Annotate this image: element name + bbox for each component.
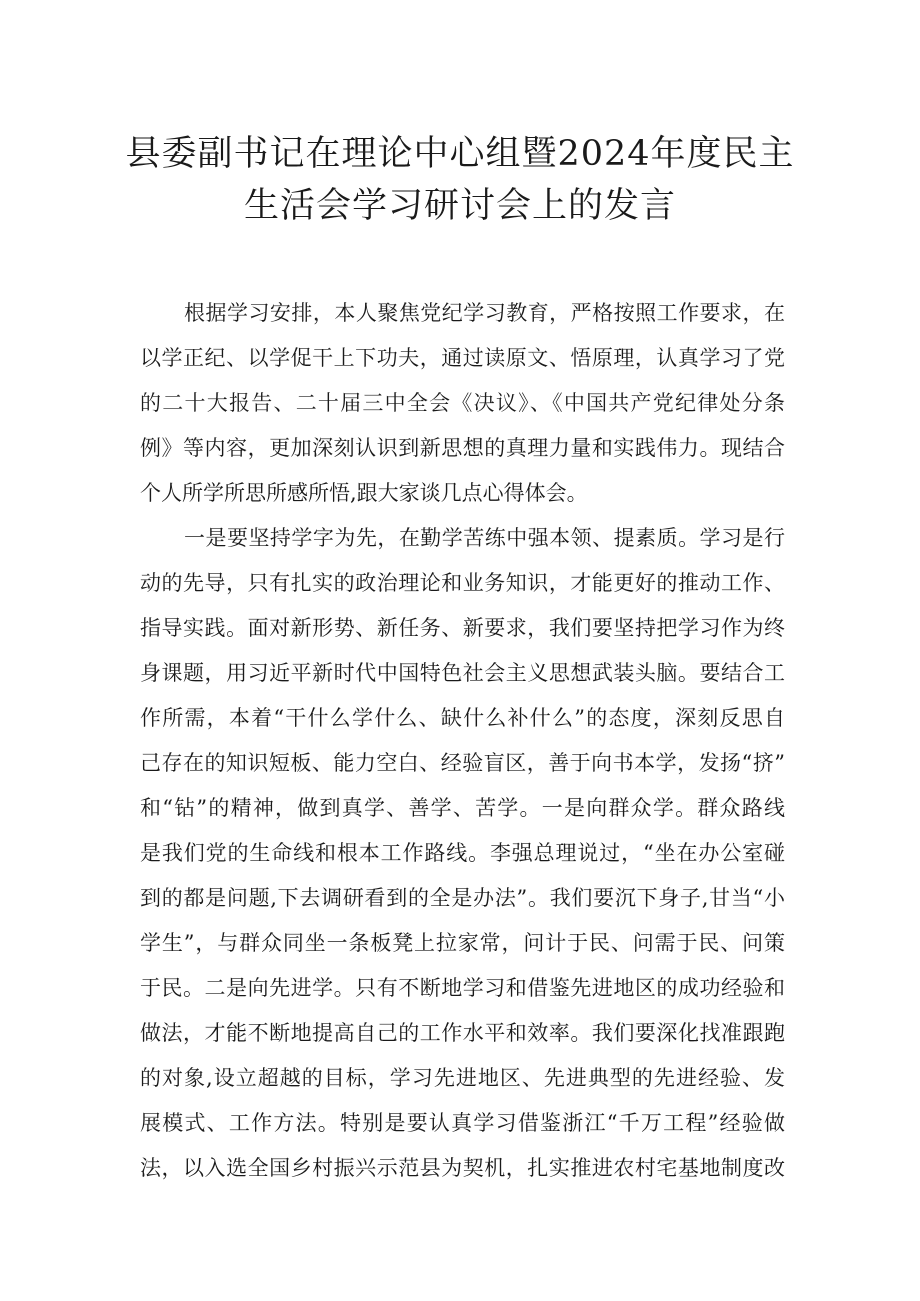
text-line: 例》等内容，更加深刻认识到新思想的真理力量和实践伟力。现结合 (140, 436, 785, 460)
title-line-1: 县委副书记在理论中心组暨2024年度民主 (125, 134, 795, 174)
text-line: 动的先导，只有扎实的政治理论和业务知识，才能更好的推动工作、 (140, 571, 785, 595)
text-line: 法，以入选全国乡村振兴示范县为契机，扎实推进农村宅基地制度改 (140, 1156, 785, 1180)
paragraph-point-one (140, 516, 785, 1191)
text-line: 作所需，本着“干什么学什么、缺什么补什么”的态度，深刻反思自 (140, 706, 785, 730)
text-line: 展模式、工作方法。特别是要认真学习借鉴浙江“千万工程”经验做 (140, 1111, 785, 1135)
text-line: 学生”，与群众同坐一条板凳上拉家常，问计于民、问需于民、问策 (140, 931, 785, 955)
text-line: 做法，才能不断地提高自己的工作水平和效率。我们要深化找准跟跑 (140, 1021, 785, 1045)
text-line: 个人所学所思所感所悟,跟大家谈几点心得体会。 (140, 481, 588, 505)
text-line: 于民。二是向先进学。只有不断地学习和借鉴先进地区的成功经验和 (140, 976, 785, 1000)
text-line: 根据学习安排，本人聚焦党纪学习教育，严格按照工作要求，在 (184, 301, 785, 325)
text-line: 和“钻”的精神，做到真学、善学、苦学。一是向群众学。群众路线 (140, 796, 785, 820)
paragraph-intro (140, 291, 785, 516)
text-line: 以学正纪、以学促干上下功夫，通过读原文、悟原理，认真学习了党 (140, 346, 785, 370)
text-line: 的对象,设立超越的目标，学习先进地区、先进典型的先进经验、发 (140, 1066, 785, 1090)
text-line: 一是要坚持学字为先，在勤学苦练中强本领、提素质。学习是行 (184, 526, 785, 550)
text-line: 己存在的知识短板、能力空白、经验盲区，善于向书本学，发扬“挤” (140, 751, 785, 775)
document-title (100, 128, 820, 232)
text-line: 是我们党的生命线和根本工作路线。李强总理说过，“坐在办公室碰 (140, 841, 785, 865)
document-body (140, 291, 785, 1191)
text-line: 的二十大报告、二十届三中全会《决议》、《中国共产党纪律处分条 (140, 391, 785, 415)
text-line: 指导实践。面对新形势、新任务、新要求，我们要坚持把学习作为终 (140, 616, 785, 640)
text-line: 身课题，用习近平新时代中国特色社会主义思想武装头脑。要结合工 (140, 661, 785, 685)
title-line-2: 生活会学习研讨会上的发言 (243, 186, 676, 226)
text-line: 到的都是问题,下去调研看到的全是办法”。我们要沉下身子,甘当“小 (140, 886, 785, 910)
